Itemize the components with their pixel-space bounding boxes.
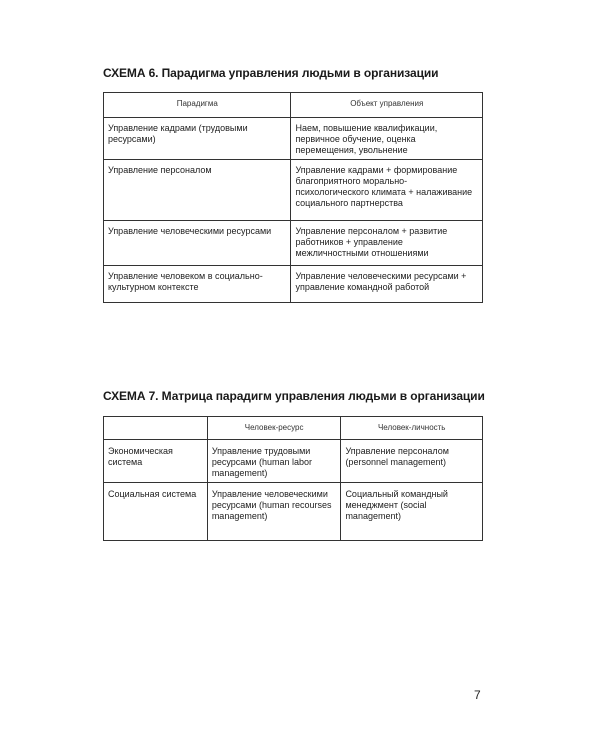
column-header-human-resource: Человек-ресурс <box>207 417 341 440</box>
management-object-cell: Управление персоналом + развитие работников + управление межличностными отношениями <box>291 221 483 266</box>
paradigm-cell: Управление человеком в социально-культурном контексте <box>104 266 291 303</box>
system-cell: Экономическая система <box>104 440 208 483</box>
paradigm-cell: Управление человеческими ресурсами <box>104 221 291 266</box>
table-row <box>104 440 483 483</box>
system-cell: Социальная система <box>104 483 208 541</box>
scheme-7-title: СХЕМА 7. Матрица парадигм управления людьми в организации <box>103 389 485 403</box>
column-header-management-object: Объект управления <box>291 93 483 118</box>
table-row <box>104 483 483 541</box>
paradigm-cell: Управление персоналом <box>104 160 291 221</box>
scheme-6-table <box>103 92 483 303</box>
management-object-cell: Управление человеческими ресурсами + управление командной работой <box>291 266 483 303</box>
table-header-row <box>104 93 483 118</box>
column-header-paradigm: Парадигма <box>104 93 291 118</box>
human-personality-cell: Управление персоналом (personnel management) <box>341 440 483 483</box>
scheme-6-title: СХЕМА 6. Парадигма управления людьми в организации <box>103 66 439 80</box>
table-row <box>104 118 483 160</box>
column-header-empty <box>104 417 208 440</box>
human-personality-cell: Социальный командный менеджмент (social management) <box>341 483 483 541</box>
scheme-7-table <box>103 416 483 541</box>
page-number: 7 <box>474 688 481 702</box>
human-resource-cell: Управление трудовыми ресурсами (human labor management) <box>207 440 341 483</box>
management-object-cell: Управление кадрами + формирование благоприятного морально-психологического климата + налаживание социального партнерства <box>291 160 483 221</box>
human-resource-cell: Управление человеческими ресурсами (human recourses management) <box>207 483 341 541</box>
table-row <box>104 266 483 303</box>
table-row <box>104 160 483 221</box>
column-header-human-personality: Человек-личность <box>341 417 483 440</box>
table-header-row <box>104 417 483 440</box>
table-row <box>104 221 483 266</box>
management-object-cell: Наем, повышение квалификации, первичное обучение, оценка перемещения, увольнение <box>291 118 483 160</box>
paradigm-cell: Управление кадрами (трудовыми ресурсами) <box>104 118 291 160</box>
